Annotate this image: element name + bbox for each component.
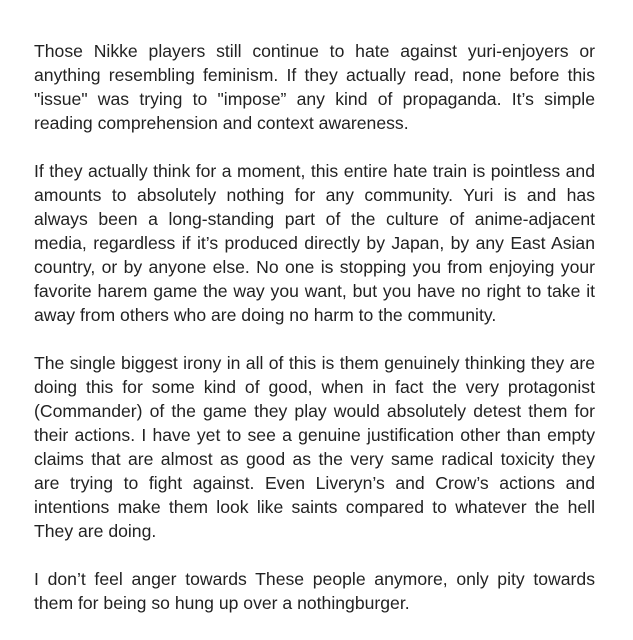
document-body xyxy=(34,39,595,615)
paragraph-4: I don’t feel anger towards These people anymore, only pity towards them for being so hung up over a nothingburger. xyxy=(34,569,595,613)
paragraph-2: If they actually think for a moment, this entire hate train is pointless and amounts to absolutely nothing for any community. Yuri is and has always been a long-standing part of the culture of anime-adjacent media, regardless if it’s produced directly by Japan, by any East Asian country, or by anyone else. No one is stopping you from enjoying your favorite harem game the way you want, but you have no right to take it away from others who are doing no harm to the community. xyxy=(34,161,595,325)
paragraph-1: Those Nikke players still continue to hate against yuri-enjoyers or anything resembling feminism. If they actually read, none before this "issue" was trying to "impose” any kind of propaganda. It’s simple reading comprehension and context awareness. xyxy=(34,41,595,133)
paragraph-3: The single biggest irony in all of this is them genuinely thinking they are doing this for some kind of good, when in fact the very protagonist (Commander) of the game they play would absolutely detest them for their actions. I have yet to see a genuine justification other than empty claims that are almost as good as the very same radical toxicity they are trying to fight against. Even Liveryn’s and Crow’s actions and intentions make them look like saints compared to whatever the hell They are doing. xyxy=(34,353,595,541)
